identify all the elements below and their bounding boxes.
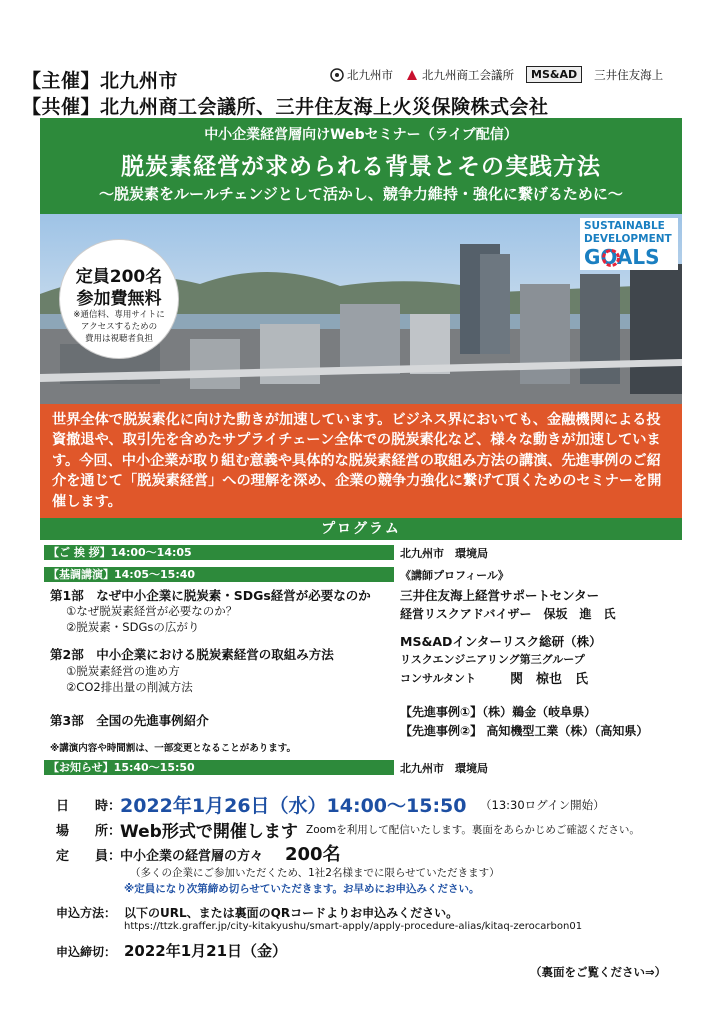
badge-note-1: ※通信料、専用サイトに — [73, 310, 165, 320]
sdgs-wheel-icon — [602, 249, 620, 267]
profile-heading: 《講師プロフィール》 — [400, 569, 509, 582]
chamber-logo-text: 北九州商工会議所 — [422, 67, 514, 82]
capacity-number: 200名 — [285, 844, 341, 865]
speaker2-org: MS&ADインターリスク総研（株） — [400, 634, 602, 649]
program-note: ※講演内容や時間割は、一部変更となることがあります。 — [50, 743, 296, 754]
speaker1-name: 経営リスクアドバイザー 保坂 進 氏 — [400, 607, 616, 621]
sdgs-line3: GOALS — [584, 245, 660, 269]
date-label: 日 時： — [56, 799, 122, 814]
sdgs-logo — [580, 218, 678, 270]
sdgs-line2: DEVELOPMENT — [584, 233, 672, 245]
date-value: 2022年1月26日（水）14:00～15:50 — [120, 795, 467, 817]
back-note: （裏面をご覧ください⇒） — [530, 965, 667, 979]
intro-panel — [40, 404, 682, 518]
apply-value: 以下のURL、または裏面のQRコードよりお申込みください。 — [124, 906, 459, 920]
speaker2-name: 関 椋也 氏 — [510, 672, 589, 687]
fee-text: 参加費無料 — [76, 289, 162, 309]
cohost-line: 【共催】北九州商工会議所、三井住友海上火災保険株式会社 — [22, 96, 549, 118]
mitsui-logo: 三井住友海上 — [594, 67, 664, 82]
city-emblem-icon — [330, 68, 344, 82]
capacity-badge — [60, 240, 178, 358]
greeting-row: 【ご 挨 拶】14:00～14:05 — [44, 545, 394, 560]
keynote-row: 【基調講演】14:05～15:40 — [44, 567, 394, 582]
speaker2-dept: リスクエンジニアリング第三グループ — [400, 653, 585, 666]
badge-note-2: アクセスするための — [80, 322, 158, 332]
city-logo — [330, 67, 393, 83]
program-heading: プログラム — [40, 518, 682, 540]
part1-title: 第1部 なぜ中小企業に脱炭素・SDGs経営が必要なのか — [50, 588, 371, 603]
sdgs-line1: SUSTAINABLE — [584, 220, 665, 232]
apply-label: 申込方法： — [56, 906, 117, 920]
place-label: 場 所： — [56, 824, 122, 839]
banner-tagline: ～脱炭素をルールチェンジとして活かし、競争力維持・強化に繋げるために～ — [99, 185, 623, 203]
speaker1-org: 三井住友海上経営サポートセンター — [400, 588, 600, 603]
deadline-label: 申込締切： — [56, 945, 117, 959]
greeting-speaker: 北九州市 環境局 — [400, 547, 488, 560]
notice-speaker: 北九州市 環境局 — [400, 762, 488, 775]
part1-item-b: ②脱炭素・SDGsの広がり — [66, 620, 200, 634]
msad-logo: MS&AD — [526, 66, 582, 83]
notice-row: 【お知らせ】15:40～15:50 — [44, 760, 394, 775]
date-note: （13:30ログイン開始） — [480, 798, 605, 812]
banner-title: 脱炭素経営が求められる背景とその実践方法 — [121, 154, 601, 180]
banner-subtitle: 中小企業経営層向けWebセミナー（ライブ配信） — [204, 127, 518, 143]
intro-text: 世界全体で脱炭素化に向けた動きが加速しています。ビジネス界においても、金融機関による投資撤退や、取引先を含めたサプライチェーン全体での脱炭素化など、様々な動きが加速しています。今回、中小企業が取り組む意義や具体的な脱炭素経営の取組み方法の講演、先進事例のご紹介を通じて「脱炭素経営」への理解を深め、企業の競争力強化に繋げて頂くためのセミナーを開催します。 — [52, 412, 662, 510]
deadline-value: 2022年1月21日（金） — [124, 942, 288, 960]
place-note: Zoomを利用して配信いたします。裏面をあらかじめご確認ください。 — [306, 824, 640, 836]
part2-item-b: ②CO2排出量の削減方法 — [66, 680, 193, 694]
part3-title: 第3部 全国の先進事例紹介 — [50, 713, 209, 728]
capacity-text: 定員200名 — [75, 267, 163, 287]
title-banner — [40, 118, 682, 214]
logo-row — [330, 66, 663, 83]
case2: 【先進事例②】 高知機型工業（株）（高知県） — [400, 724, 649, 738]
case1: 【先進事例①】（株）鵜金（岐阜県） — [400, 705, 597, 719]
capacity-note-1: （多くの企業にご参加いただくため、1社2名様までに限らせていただきます） — [130, 867, 500, 879]
badge-note-3: 費用は視聴者負担 — [84, 334, 153, 344]
capacity-value: 中小企業の経営層の方々 — [120, 849, 264, 864]
organizer-line: 【主催】北九州市 — [22, 70, 179, 92]
chamber-emblem-icon — [405, 68, 419, 82]
part2-title: 第2部 中小企業における脱炭素経営の取組み方法 — [50, 647, 334, 662]
capacity-label: 定 員： — [56, 849, 122, 864]
part1-item-a: ①なぜ脱炭素経営が必要なのか？ — [66, 604, 238, 618]
capacity-note-2: ※定員になり次第締め切らせていただきます。お早めにお申込みください。 — [124, 883, 480, 895]
part2-item-a: ①脱炭素経営の進め方 — [66, 664, 180, 678]
apply-url[interactable]: https://ttzk.graffer.jp/city-kitakyushu/smart-apply/apply-procedure-alias/kitaq-zerocarbon01 — [124, 921, 583, 932]
speaker2-role: コンサルタント — [400, 672, 477, 685]
place-value: Web形式で開催します — [120, 822, 298, 842]
chamber-logo — [405, 67, 514, 83]
city-logo-text: 北九州市 — [347, 67, 393, 82]
